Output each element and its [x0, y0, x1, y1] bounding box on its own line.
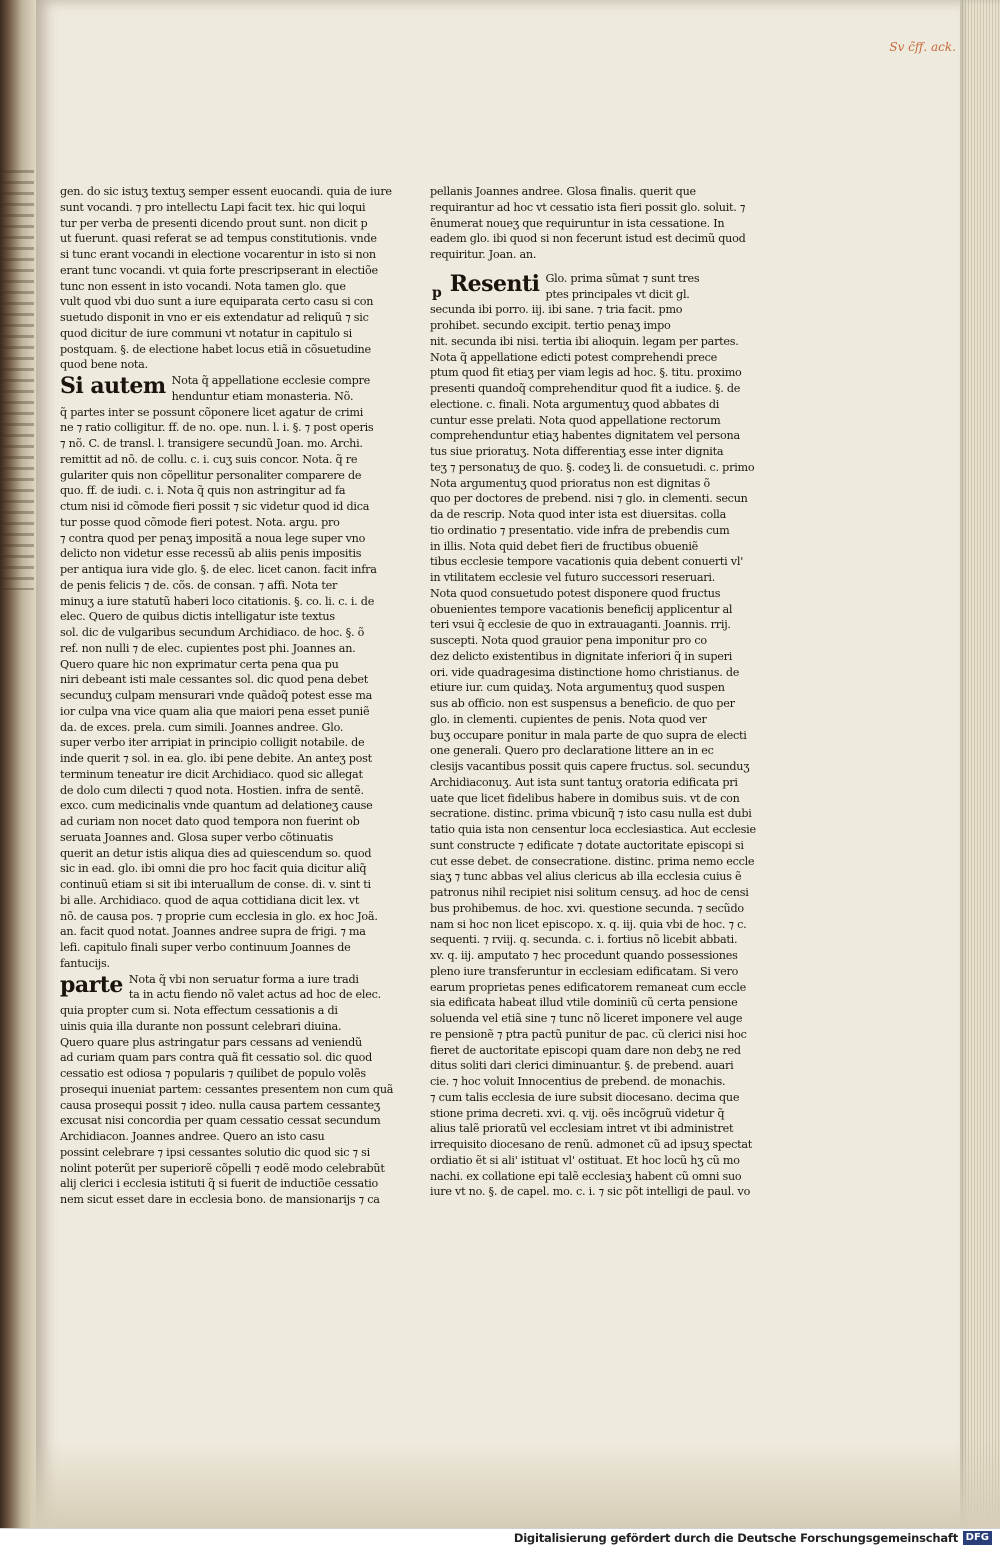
text-line: nam si hoc non licet episcopo. x. q. iij. quia vbi de hoc. ⁊ c. [430, 917, 747, 931]
text-line: sic in ead. glo. ibi omni die pro hoc facit quia dicitur aliq̃ [60, 862, 367, 876]
text-line: niri debeant isti male cessantes sol. dic quod pena debet [60, 673, 368, 687]
text-line: Quero quare hic non exprimatur certa pena qua pu [60, 657, 339, 671]
text-line: delicto non videtur esse recessũ ab aliis penis impositis [60, 547, 362, 561]
text-line: ẽnumerat noueʒ que requiruntur in ista cessatione. In [430, 216, 725, 230]
text-line: quod dicitur de iure communi vt notatur in capitulo si [60, 326, 352, 340]
text-line: prohibet. secundo excipit. tertio penaʒ impo [430, 319, 671, 332]
text-line: irrequisito diocesano de renũ. admonet cũ ad ipsuʒ spectat [430, 1138, 753, 1151]
text-line: remittit ad nõ. de collu. c. i. cuʒ suis concor. Nota. q̃ re [60, 452, 358, 466]
text-line: tunc non essent in isto vocandi. Nota tamen glo. que [60, 279, 346, 293]
text-line: gulariter quis non cõpellitur personaliter comparere de [60, 468, 362, 482]
text-line: dez delicto existentibus in dignitate inferiori q̃ in superi [430, 649, 733, 663]
facing-page-text [0, 170, 34, 590]
text-line: one generali. Quero pro declaratione littere an in ec [430, 744, 714, 758]
text-line: Nota argumentuʒ quod prioratus non est dignitas õ [430, 476, 711, 490]
text-line: uate que licet fidelibus habere in domibus suis. vt de con [430, 791, 740, 805]
text-line: ⁊ cum talis ecclesia de iure subsit diocesano. decima que [430, 1090, 740, 1104]
text-line: q̃ partes inter se possunt cõponere licet agatur de crimi [60, 405, 364, 419]
text-line: Nota q̃ appellatione edicti potest comprehendi prece [430, 350, 717, 364]
text-line: possint celebrare ⁊ ipsi cessantes solutio dic quod sic ⁊ si [60, 1145, 370, 1159]
text-line: da. de exces. prela. cum simili. Joannes andree. Glo. [60, 720, 344, 734]
text-line: in vtilitatem ecclesie vel futuro successori reseruari. [430, 571, 716, 584]
text-line: ⁊ nõ. C. de transl. l. transigere secundũ Joan. mo. Archi. [60, 437, 363, 450]
text-line: earum proprietas penes edificatorem remaneat cum eccle [430, 980, 746, 994]
text-line: nachi. ex collatione epi talẽ ecclesiaʒ habent cũ omni suo [430, 1169, 742, 1183]
text-line: tur posse quod cõmode fieri potest. Nota. argu. pro [60, 515, 340, 529]
text-line: buʒ occupare ponitur in mala parte de quo supra de electi [430, 728, 747, 742]
text-line: excusat nisi concordia per quam cessatio cessat secundum [60, 1114, 381, 1128]
text-line: de penis felicis ⁊ de. cõs. de consan. ⁊ affi. Nota ter [60, 578, 338, 592]
text-line: prosequi inueniat partem: cessantes presentem non cum quã [60, 1082, 394, 1096]
rubric-si-autem [60, 373, 372, 405]
text-line: an. facit quod notat. Joannes andree supra de frigi. ⁊ ma [60, 925, 366, 939]
rubric-heading: Resenti [449, 270, 540, 297]
text-line: alij clerici i ecclesia istituti q̃ si fuerit de inductiõe cessatio [60, 1177, 379, 1191]
text-line: secratione. distinc. prima vbicunq̃ ⁊ isto casu nulla est dubi [430, 807, 752, 821]
text-line: ⁊ contra quod per penaʒ impositã a noua lege super vno [60, 531, 366, 545]
text-line: Glo. prima sũmat ⁊ sunt tres [545, 271, 700, 285]
text-line: inde querit ⁊ sol. in ea. glo. ibi pene debite. An anteʒ post [60, 752, 372, 765]
rubric-heading: Si autem [60, 373, 166, 399]
text-line: postquam. §. de electione habet locus etiã in cõsuetudine [60, 342, 371, 356]
text-line: causa prosequi possit ⁊ ideo. nulla causa partem cessanteʒ [60, 1098, 380, 1112]
text-line: Nota quod consuetudo potest disponere quod fructus [430, 586, 721, 600]
text-line: bus prohibemus. de hoc. xvi. questione secunda. ⁊ secũdo [430, 901, 744, 915]
text-line: comprehenduntur etiaʒ habentes dignitatem vel persona [430, 429, 740, 443]
text-line: ptum quod fit etiaʒ per viam legis ad hoc. §. titu. proximo [430, 366, 742, 380]
text-line: quo per doctores de prebend. nisi ⁊ glo. in clementi. secun [430, 492, 748, 506]
text-line: erant tunc vocandi. vt quia forte prescripserant in electiõe [60, 263, 378, 277]
text-line: presenti quandoq̃ comprehenditur quod fit a iudice. §. de [430, 382, 741, 395]
text-line: secunda ibi porro. iij. ibi sane. ⁊ tria facit. pmo [430, 303, 683, 317]
text-line: requiritur. Joan. an. [430, 248, 537, 261]
text-line: Quero quare plus astringatur pars cessans ad veniendũ [60, 1035, 362, 1049]
text-line: ref. non nulli ⁊ de elec. cupientes post phi. Joannes an. [60, 641, 356, 655]
digitization-footer [0, 1528, 1000, 1549]
text-line: iure vt no. §. de capel. mo. c. i. ⁊ sic põt intelligi de paul. vo [430, 1185, 751, 1199]
text-line: suetudo disponit in vno er eis extendatur ad reliquũ ⁊ sic [60, 311, 369, 324]
text-line: electione. c. finali. Nota argumentuʒ quod abbates di [430, 397, 720, 411]
text-line: teʒ ⁊ personatuʒ de quo. §. codeʒ li. de consuetudi. c. primo [430, 460, 755, 474]
text-line: ior culpa vna vice quam alia que maiori pena esset puniẽ [60, 704, 370, 718]
rubric-initial-letter: p [432, 284, 442, 301]
text-line: super verbo iter arripiat in principio colligit notabile. de [60, 736, 365, 750]
text-line: etiure iur. cum quidaʒ. Nota argumentuʒ quod suspen [430, 681, 725, 695]
text-line: requirantur ad hoc vt cessatio ista fieri possit glo. soluit. ⁊ [430, 200, 746, 214]
text-line: nit. secunda ibi nisi. tertia ibi alioquin. legam per partes. [430, 334, 739, 348]
text-line: nem sicut esset dare in ecclesia bono. de mansionarijs ⁊ ca [60, 1193, 380, 1206]
text-line: tus siue prioratuʒ. Nota differentiaʒ esse inter dignita [430, 445, 724, 458]
text-line: patronus nihil recipiet nisi solitum censuʒ. ad hoc de censi [430, 886, 749, 899]
page-fore-edge [960, 0, 1000, 1528]
text-line: sunt vocandi. ⁊ pro intellectu Lapi facit tex. hic qui loqui [60, 200, 366, 214]
text-line: bi alle. Archidiaco. quod de aqua cottidiana dicit lex. vt [60, 893, 360, 907]
text-line: Archidiaconuʒ. Aut ista sunt tantuʒ oratoria edificata pri [430, 775, 738, 789]
dfg-logo: DFG [963, 1531, 992, 1545]
text-line: eadem glo. ibi quod si non fecerunt istud est decimũ quod [430, 232, 746, 246]
text-line: quod bene nota. [60, 358, 148, 372]
right-column-body-block [430, 334, 756, 1200]
text-line: quo. ff. de iudi. c. i. Nota q̃ quis non astringitur ad fa [60, 484, 346, 498]
text-line: ditus soliti dari clerici diminuantur. §. de prebend. auari [430, 1059, 734, 1073]
text-line: nolint poterũt per superiorẽ cõpelli ⁊ eodẽ modo celebrabũt [60, 1161, 385, 1175]
text-line: pleno iure transferuntur in ecclesiam edificatam. Si vero [430, 964, 739, 978]
text-line: secunduʒ culpam mensurari vnde quãdoq̃ potest esse ma [60, 689, 373, 702]
rubric-presenti [430, 271, 746, 334]
rubric-parte [60, 971, 381, 1004]
text-line: sequenti. ⁊ rviij. q. secunda. c. i. fortius nõ licebit abbati. [430, 933, 738, 947]
text-line: stione prima decreti. xvi. q. vij. oẽs incõgruũ videtur q̃ [430, 1106, 725, 1120]
text-line: ad curiam quam pars contra quã fit cessatio sol. dic quod [60, 1051, 373, 1065]
text-line: alius talẽ prioratũ vel ecclesiam intret vt ibi administret [430, 1122, 734, 1136]
text-line: per antiqua iura vide glo. §. de elec. licet canon. facit infra [60, 563, 377, 576]
text-line: Archidiacon. Joannes andree. Quero an isto casu [60, 1130, 325, 1143]
right-column-top-block [430, 184, 746, 263]
text-line: ta in actu fiendo nõ valet actus ad hoc de elec. [128, 988, 381, 1002]
text-line: elec. Quero de quibus dictis intelligatur iste textus [60, 610, 335, 624]
left-column-bottom-block [60, 1003, 394, 1208]
text-line: fieret de auctoritate episcopi quam dare non debʒ ne red [430, 1043, 741, 1057]
text-line: re pensionẽ ⁊ ptra pactũ punitur de pac. cũ clerici nisi hoc [430, 1027, 747, 1041]
text-line: ori. vide quadragesima distinctione homo christianus. de [430, 665, 740, 679]
text-line: minuʒ a iure statutũ haberi loco citationis. §. co. li. c. i. de [60, 594, 375, 608]
text-line: tatio quia ista non censentur loca ecclesiastica. Aut ecclesie [430, 823, 756, 836]
text-line: ctum nisi id cõmode fieri possit ⁊ sic videtur quod id dica [60, 500, 370, 513]
text-line: pellanis Joannes andree. Glosa finalis. querit que [430, 185, 696, 198]
left-column-middle-block [60, 405, 378, 972]
text-line: cessatio est odiosa ⁊ popularis ⁊ quilibet de populo volẽs [60, 1067, 366, 1080]
rubric-heading: parte [60, 971, 123, 998]
text-line: da de rescrip. Nota quod inter ista est diuersitas. colla [430, 508, 727, 521]
text-line: seruata Joannes and. Glosa super verbo cõtinuatis [60, 830, 333, 844]
text-line: tur per verba de presenti dicendo prout sunt. non dicit p [60, 216, 368, 230]
right-text-column [430, 184, 756, 1200]
text-line: ut fuerunt. quasi referat se ad tempus constitutionis. vnde [60, 232, 377, 246]
text-line: si tunc erant vocandi in electione vocarentur in isto si non [60, 248, 376, 261]
handwritten-annotation: Sv c̃ff. ack. [889, 40, 956, 54]
text-line: glo. in clementi. cupientes de penis. Nota quod ver [430, 712, 707, 726]
text-line: sunt constructe ⁊ edificate ⁊ dotate auctoritate episcopi si [430, 838, 744, 852]
text-line: soluenda vel etiã sine ⁊ tunc nõ liceret imponere vel auge [430, 1012, 743, 1025]
text-line: fantucijs. [60, 956, 110, 970]
text-line: cut esse debet. de consecratione. distinc. prima nemo eccle [430, 854, 755, 868]
text-line: cie. ⁊ hoc voluit Innocentius de prebend. de monachis. [430, 1075, 726, 1088]
text-line: siaʒ ⁊ tunc abbas vel alius clericus ab illa ecclesia cuius ẽ [430, 870, 742, 884]
left-text-column [60, 184, 394, 1208]
text-line: in illis. Nota quid debet fieri de fructibus obueniẽ [430, 539, 699, 553]
text-line: ad curiam non nocet dato quod tempora non fuerint ob [60, 815, 360, 828]
text-line: cuntur esse prelati. Nota quod appellatione rectorum [430, 413, 721, 427]
text-line: Nota q̃ appellatione ecclesie compre [171, 374, 371, 387]
text-line: sus ab officio. non est suspensus a beneficio. de quo per [430, 697, 735, 710]
text-line: ptes principales vt dicit gl. [545, 287, 690, 301]
text-line: sol. dic de vulgaribus secundum Archidiaco. de hoc. §. õ [60, 626, 365, 639]
text-line: tibus ecclesie tempore vacationis quia debent conuerti vl' [430, 555, 744, 569]
page-bottom-shadow [30, 1440, 1000, 1528]
text-line: sia edificata habeat illud vtile dominiũ cũ certa pensione [430, 996, 738, 1010]
text-line: gen. do sic istuʒ textuʒ semper essent euocandi. quia de iure [60, 185, 392, 198]
footer-credit-text: Digitalisierung gefördert durch die Deutsche Forschungsgemeinschaft [513, 1531, 958, 1545]
text-line: teri vsui q̃ ecclesie de quo in extrauaganti. Joannis. rrij. [430, 618, 731, 632]
text-line: xv. q. iij. amputato ⁊ hec procedunt quando possessiones [430, 949, 738, 962]
text-line: tio ordinatio ⁊ presentatio. vide infra de prebendis cum [430, 523, 730, 537]
text-line: continuũ etiam si sit ibi interuallum de conse. di. v. sint ti [60, 878, 371, 891]
text-line: quia propter cum si. Nota effectum cessationis a di [60, 1004, 338, 1017]
left-column-top-block [60, 184, 392, 373]
text-line: clesijs vacantibus possit quis capere fructus. sol. secunduʒ [430, 760, 750, 773]
text-line: ne ⁊ ratio colligitur. ff. de no. ope. nun. l. i. §. ⁊ post operis [60, 421, 374, 435]
text-line: ordiatio ẽt si ali' istituat vl' ostituat. Et hoc locũ hʒ cũ mo [430, 1153, 740, 1167]
text-line: henduntur etiam monasteria. Nõ. [171, 389, 354, 403]
text-line: exco. cum medicinalis vnde quantum ad delationeʒ cause [60, 799, 373, 813]
text-line: vult quod vbi duo sunt a iure equiparata certo casu si con [60, 295, 374, 309]
text-line: lefi. capitulo finali super verbo continuum Joannes de [60, 941, 351, 954]
text-line: suscepti. Nota quod grauior pena imponitur pro co [430, 634, 707, 647]
text-line: nõ. de causa pos. ⁊ proprie cum ecclesia in glo. ex hoc Joã. [60, 909, 378, 923]
text-line: obuenientes tempore vacationis beneficij applicentur al [430, 602, 733, 616]
text-line: terminum teneatur ire dicit Archidiaco. quod sic allegat [60, 767, 363, 781]
text-line: querit an detur istis aliqua dies ad quiescendum so. quod [60, 846, 372, 860]
text-line: Nota q̃ vbi non seruatur forma a iure tradi [128, 972, 359, 986]
text-line: de dolo cum dilecti ⁊ quod nota. Hostien. infra de sentẽ. [60, 783, 364, 797]
text-line: uinis quia illa durante non possunt celebrari diuina. [60, 1019, 342, 1033]
